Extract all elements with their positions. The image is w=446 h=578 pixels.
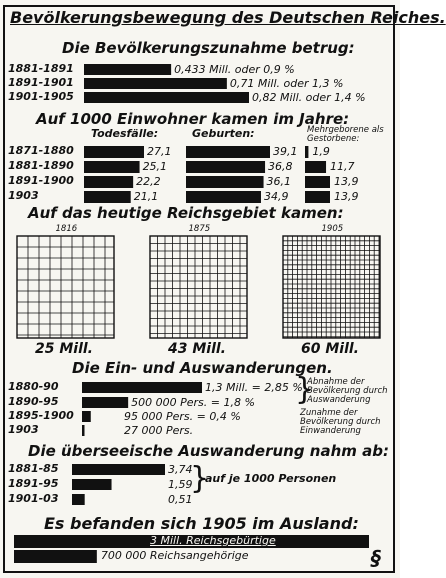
overseas-note: auf je 1000 Personen xyxy=(205,472,337,485)
deaths-bar xyxy=(84,161,140,173)
section-4-title: Die Ein- und Auswanderungen. xyxy=(72,359,333,377)
births-bar xyxy=(186,176,264,188)
surplus-bar xyxy=(305,176,330,188)
abroad-bar-label: 3 Mill. Reichsgebürtige xyxy=(150,534,276,547)
legend-births: Geburten: xyxy=(192,127,255,140)
row-year-label: 1890-95 xyxy=(8,395,59,408)
row-year-label: 1903 xyxy=(8,189,39,202)
overseas-bar xyxy=(72,479,112,490)
section-5-title: Die überseeische Auswanderung nahm ab: xyxy=(28,442,389,460)
section-6-title: Es befanden sich 1905 im Ausland: xyxy=(44,514,359,533)
row-year-label: 1880-90 xyxy=(8,380,59,393)
section-1-title: Die Bevölkerungszunahme betrug: xyxy=(62,39,355,57)
row-year-label: 1891-95 xyxy=(8,477,59,490)
deaths-value-label: 22,2 xyxy=(136,175,161,188)
population-value-label: 60 Mill. xyxy=(301,341,360,357)
births-value-label: 39,1 xyxy=(273,145,298,158)
deaths-bar xyxy=(84,176,133,188)
births-bar xyxy=(186,146,270,158)
row-year-label: 1891-1901 xyxy=(8,76,74,89)
paragraph-mark: § xyxy=(371,546,381,570)
increase-value-label: 0,82 Mill. oder 1,4 % xyxy=(252,91,366,104)
migration-value-label: 95 000 Pers. = 0,4 % xyxy=(124,410,241,423)
migration-value-label: 1,3 Mill. = 2,85 % xyxy=(205,381,303,394)
population-value-label: 25 Mill. xyxy=(35,341,94,357)
surplus-bar xyxy=(305,146,308,158)
migration-value-label: 27 000 Pers. xyxy=(124,424,194,437)
births-bar xyxy=(186,191,261,203)
abroad-bar xyxy=(14,550,97,563)
brace-icon: } xyxy=(295,372,315,407)
row-year-label: 1895-1900 xyxy=(8,409,74,422)
increase-value-label: 0,71 Mill. oder 1,3 % xyxy=(229,77,344,90)
migration-bar xyxy=(82,411,91,422)
deaths-value-label: 25,1 xyxy=(142,160,168,173)
grid-year-label: 1875 xyxy=(188,224,211,234)
section-3-title: Auf das heutige Reichsgebiet kamen: xyxy=(28,204,344,222)
row-year-label: 1881-85 xyxy=(8,462,59,475)
row-year-label: 1881-1890 xyxy=(8,159,74,172)
surplus-bar xyxy=(305,191,330,203)
row-year-label: 1903 xyxy=(8,423,39,436)
page-title: Bevölkerungsbewegung des Deutschen Reiches. xyxy=(10,8,446,27)
surplus-value-label: 1,9 xyxy=(312,145,330,158)
population-grid xyxy=(17,236,114,338)
migration-bar xyxy=(82,382,202,393)
deaths-bar xyxy=(84,191,131,203)
surplus-value-label: 11,7 xyxy=(330,160,355,173)
increase-bar xyxy=(84,78,227,89)
increase-value-label: 0,433 Mill. oder 0,9 % xyxy=(174,63,295,76)
annotation-emigration: Abnahme der Bevölkerung durch Auswanderung xyxy=(307,377,388,405)
births-value-label: 34,9 xyxy=(263,190,289,203)
overseas-value-label: 0,51 xyxy=(168,493,193,506)
brace-icon: } xyxy=(190,461,210,496)
births-bar xyxy=(186,161,265,173)
overseas-value-label: 3,74 xyxy=(168,463,193,476)
increase-bar xyxy=(84,92,249,103)
section-2-title: Auf 1000 Einwohner kamen im Jahre: xyxy=(36,110,350,128)
row-year-label: 1881-1891 xyxy=(8,62,74,75)
migration-bar xyxy=(82,425,84,436)
deaths-value-label: 27,1 xyxy=(147,145,172,158)
grid-year-label: 1905 xyxy=(321,224,344,234)
legend-surplus: Mehrgeborene als Gestorbene: xyxy=(307,125,384,144)
migration-bar xyxy=(82,397,128,408)
legend-deaths: Todesfälle: xyxy=(91,127,159,140)
overseas-value-label: 1,59 xyxy=(168,478,193,491)
grid-year-label: 1816 xyxy=(55,224,78,234)
migration-value-label: 500 000 Pers. = 1,8 % xyxy=(131,396,255,409)
surplus-value-label: 13,9 xyxy=(334,190,359,203)
overseas-bar xyxy=(72,494,85,505)
abroad-bar-label: 700 000 Reichsangehörige xyxy=(100,549,249,562)
surplus-value-label: 13,9 xyxy=(334,175,359,188)
deaths-value-label: 21,1 xyxy=(133,190,159,203)
row-year-label: 1901-1905 xyxy=(8,90,74,103)
row-year-label: 1901-03 xyxy=(8,492,59,505)
deaths-bar xyxy=(84,146,144,158)
row-year-label: 1871-1880 xyxy=(8,144,74,157)
annotation-immigration: Zunahme der Bevölkerung durch Einwanderung xyxy=(300,408,381,436)
overseas-bar xyxy=(72,464,165,475)
surplus-bar xyxy=(305,161,326,173)
row-year-label: 1891-1900 xyxy=(8,174,74,187)
population-value-label: 43 Mill. xyxy=(168,341,227,357)
increase-bar xyxy=(84,64,171,75)
births-value-label: 36,8 xyxy=(268,160,293,173)
births-value-label: 36,1 xyxy=(266,175,292,188)
